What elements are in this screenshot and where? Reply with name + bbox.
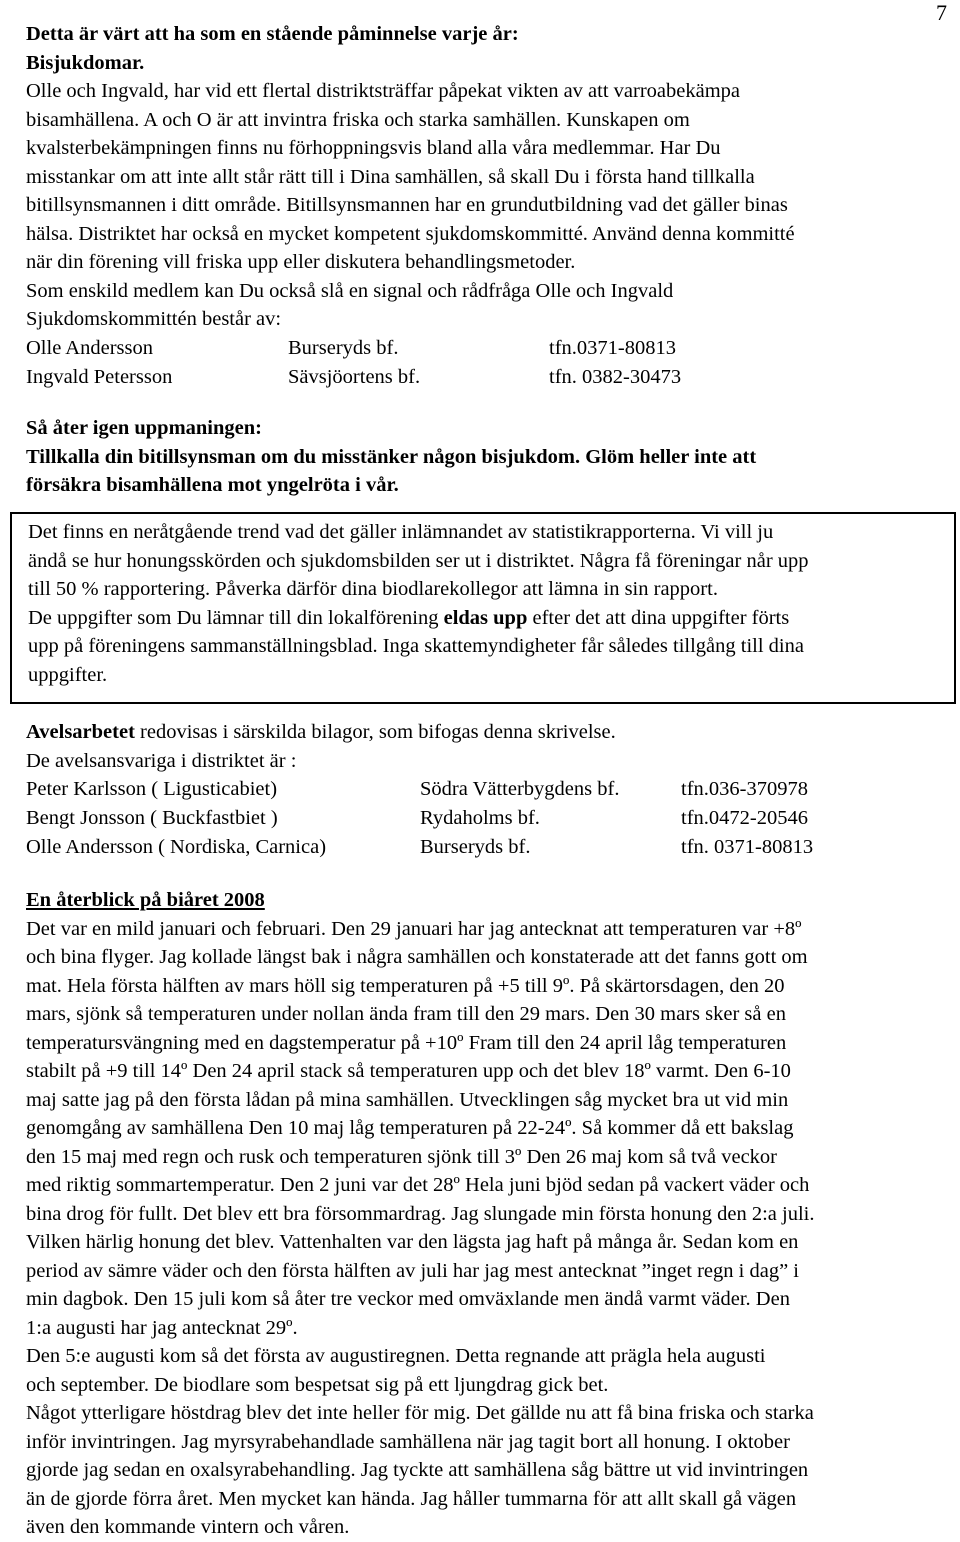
breeder-club: Burseryds bf. bbox=[420, 836, 531, 858]
notice-emphasis: eldas upp bbox=[443, 606, 528, 629]
committee-member-row bbox=[26, 363, 931, 392]
review-body bbox=[26, 915, 931, 1542]
review-line: gjorde jag sedan en oxalsyrabehandling. Jag tyckte att samhällena såg bättre ut vid invintringen bbox=[26, 1459, 809, 1481]
breeder-phone: tfn.0472-20546 bbox=[681, 807, 808, 829]
responsible-label: De avelsansvariga i distriktet är : bbox=[26, 749, 297, 772]
reminder-line: Så åter igen uppmaningen: bbox=[26, 417, 262, 439]
review-line: temperatursvängning med en dagstemperatur på +10º Fram till den 24 april låg temperaturen bbox=[26, 1031, 787, 1054]
member-name: Ingvald Petersson bbox=[26, 365, 173, 388]
review-line: bina drog för fullt. Det blev ett bra försommardrag. Jag slungade min första honung den 2:a juli. bbox=[26, 1202, 815, 1225]
breeder-club: Rydaholms bf. bbox=[420, 807, 540, 829]
member-name: Olle Andersson bbox=[26, 336, 153, 359]
breeder-row bbox=[26, 833, 931, 862]
notice-line: Det finns en neråtgående trend vad det gäller inlämnandet av statistikrapporterna. Vi vill ju bbox=[28, 521, 774, 543]
statistics-notice-box bbox=[10, 512, 956, 704]
review-line: Något ytterligare höstdrag blev det inte heller för mig. Det gällde nu att få bina friska och starka bbox=[26, 1402, 814, 1424]
member-club: Burseryds bf. bbox=[288, 336, 399, 359]
notice-text: efter det att dina uppgifter förts bbox=[527, 606, 790, 629]
breeder-phone: tfn.036-370978 bbox=[681, 778, 808, 800]
breeding-title bbox=[26, 718, 931, 747]
reminder-line: försäkra bisamhällena mot yngelröta i vår. bbox=[26, 474, 399, 496]
breeding-title-rest: redovisas i särskilda bilagor, som bifogas denna skrivelse. bbox=[134, 721, 616, 743]
notice-line: ändå se hur honungsskörden och sjukdomsbilden ser ut i distriktet. Några få föreningar når upp bbox=[28, 549, 809, 572]
review-line: min dagbok. Den 15 juli kom så åter tre veckor med omväxlande men ändå varmt väder. Den bbox=[26, 1288, 790, 1310]
member-club: Sävsjöortens bf. bbox=[288, 365, 421, 388]
section-subheading: Bisjukdomar. bbox=[26, 51, 145, 74]
disease-section bbox=[26, 20, 931, 392]
notice-line bbox=[28, 604, 940, 633]
breeder-name: Peter Karlsson ( Ligusticabiet) bbox=[26, 778, 278, 800]
review-line: stabilt på +9 till 14º Den 24 april stack så temperaturen upp och det blev 18º varmt. Den 6-10 bbox=[26, 1060, 791, 1082]
review-line: och september. De biodlare som bespetsat sig på ett ljungdrag gick bet. bbox=[26, 1373, 609, 1396]
text-line: bisamhällena. A och O är att invintra friska och starka samhällen. Kunskapen om bbox=[26, 108, 690, 131]
text-line: bitillsynsmannen i ditt område. Bitillsynsmannen har en grundutbildning vad det gäller binas bbox=[26, 194, 788, 216]
review-line: Det var en mild januari och februari. Den 29 januari har jag antecknat att temperaturen var +8º bbox=[26, 917, 802, 940]
committee-label: Sjukdomskommittén består av: bbox=[26, 308, 282, 330]
text-line: misstankar om att inte allt står rätt till i Dina samhällen, så skall Du i första hand tillkalla bbox=[26, 165, 755, 188]
review-line: Vilken härlig honung det blev. Vattenhalten var den lägsta jag haft på många år. Sedan kom en bbox=[26, 1231, 799, 1253]
breeder-phone: tfn. 0371-80813 bbox=[681, 836, 814, 858]
review-line: med riktig sommartemperatur. Den 2 juni var det 28º Hela juni bjöd sedan på vackert väder och bbox=[26, 1174, 810, 1196]
notice-text: De uppgifter som Du lämnar till din lokalförening bbox=[28, 606, 444, 629]
review-line: Den 5:e augusti kom så det första av augustiregnen. Detta regnande att prägla hela augusti bbox=[26, 1345, 766, 1367]
breeder-club: Södra Vätterbygdens bf. bbox=[420, 778, 620, 800]
breeding-title-bold: Avelsarbetet bbox=[26, 721, 135, 743]
breeding-section bbox=[26, 718, 931, 862]
review-line: även den kommande vintern och våren. bbox=[26, 1516, 350, 1538]
notice-line: till 50 % rapportering. Påverka därför dina biodlarekollegor att lämna in sin rapport. bbox=[28, 578, 718, 600]
breeder-row bbox=[26, 804, 931, 833]
section-heading: Detta är värt att ha som en stående påminnelse varje år: bbox=[26, 23, 519, 45]
review-line: genomgång av samhällena Den 10 maj låg temperaturen på 22-24º. Så kommer då ett bakslag bbox=[26, 1117, 794, 1139]
reminder-line: Tillkalla din bitillsynsman om du misstänker någon bisjukdom. Glöm heller inte att bbox=[26, 445, 757, 468]
breeder-name: Bengt Jonsson ( Buckfastbiet ) bbox=[26, 807, 278, 829]
review-line: period av sämre väder och den första hälften av juli har jag mest antecknat ”inget regn i dag” i bbox=[26, 1259, 799, 1282]
text-line: kvalsterbekämpningen finns nu förhoppningsvis bland alla våra medlemmar. Har Du bbox=[26, 137, 721, 159]
review-line: mars, sjönk så temperaturen under nollan ända fram till den 29 mars. Den 30 mars sker så en bbox=[26, 1003, 786, 1025]
review-line: 1:a augusti har jag antecknat 29º. bbox=[26, 1316, 298, 1339]
text-line: Som enskild medlem kan Du också slå en signal och rådfråga Olle och Ingvald bbox=[26, 279, 674, 302]
text-line: när din förening vill friska upp eller diskutera behandlingsmetoder. bbox=[26, 251, 576, 273]
committee-member-row bbox=[26, 334, 931, 363]
notice-line: uppgifter. bbox=[28, 663, 108, 686]
review-line: den 15 maj med regn och rusk och temperaturen sjönk till 3º Den 26 maj kom så två veckor bbox=[26, 1145, 777, 1168]
notice-line: upp på föreningens sammanställningsblad. Inga skattemyndigheter får således tillgång till dina bbox=[28, 635, 804, 657]
review-section bbox=[26, 886, 931, 1542]
review-line: än de gjorde förra året. Men mycket kan hända. Jag håller tummarna för att allt skall gå vägen bbox=[26, 1487, 797, 1510]
member-phone: tfn. 0382-30473 bbox=[549, 365, 682, 388]
breeder-row bbox=[26, 775, 931, 804]
page-number: 7 bbox=[936, 0, 947, 25]
text-line: hälsa. Distriktet har också en mycket kompetent sjukdomskommitté. Använd denna kommitté bbox=[26, 222, 795, 245]
review-line: och bina flyger. Jag kollade längst bak i några samhällen och konstaterade att det fanns gott om bbox=[26, 946, 808, 968]
review-line: mat. Hela första hälften av mars höll sig temperaturen på +5 till 9º. På skärtorsdagen, den 20 bbox=[26, 974, 785, 997]
text-line: Olle och Ingvald, har vid ett flertal distriktsträffar påpekat vikten av att varroabekämpa bbox=[26, 80, 740, 102]
member-phone: tfn.0371-80813 bbox=[549, 336, 676, 359]
review-line: inför invintringen. Jag myrsyrabehandlade samhällena när jag tagit bort all honung. I oktober bbox=[26, 1430, 790, 1453]
reminder-section bbox=[26, 414, 931, 500]
review-title: En återblick på biåret 2008 bbox=[26, 889, 265, 911]
breeder-name: Olle Andersson ( Nordiska, Carnica) bbox=[26, 836, 327, 858]
review-line: maj satte jag på den första lådan på mina samhällen. Utvecklingen såg mycket bra ut vid min bbox=[26, 1088, 789, 1111]
